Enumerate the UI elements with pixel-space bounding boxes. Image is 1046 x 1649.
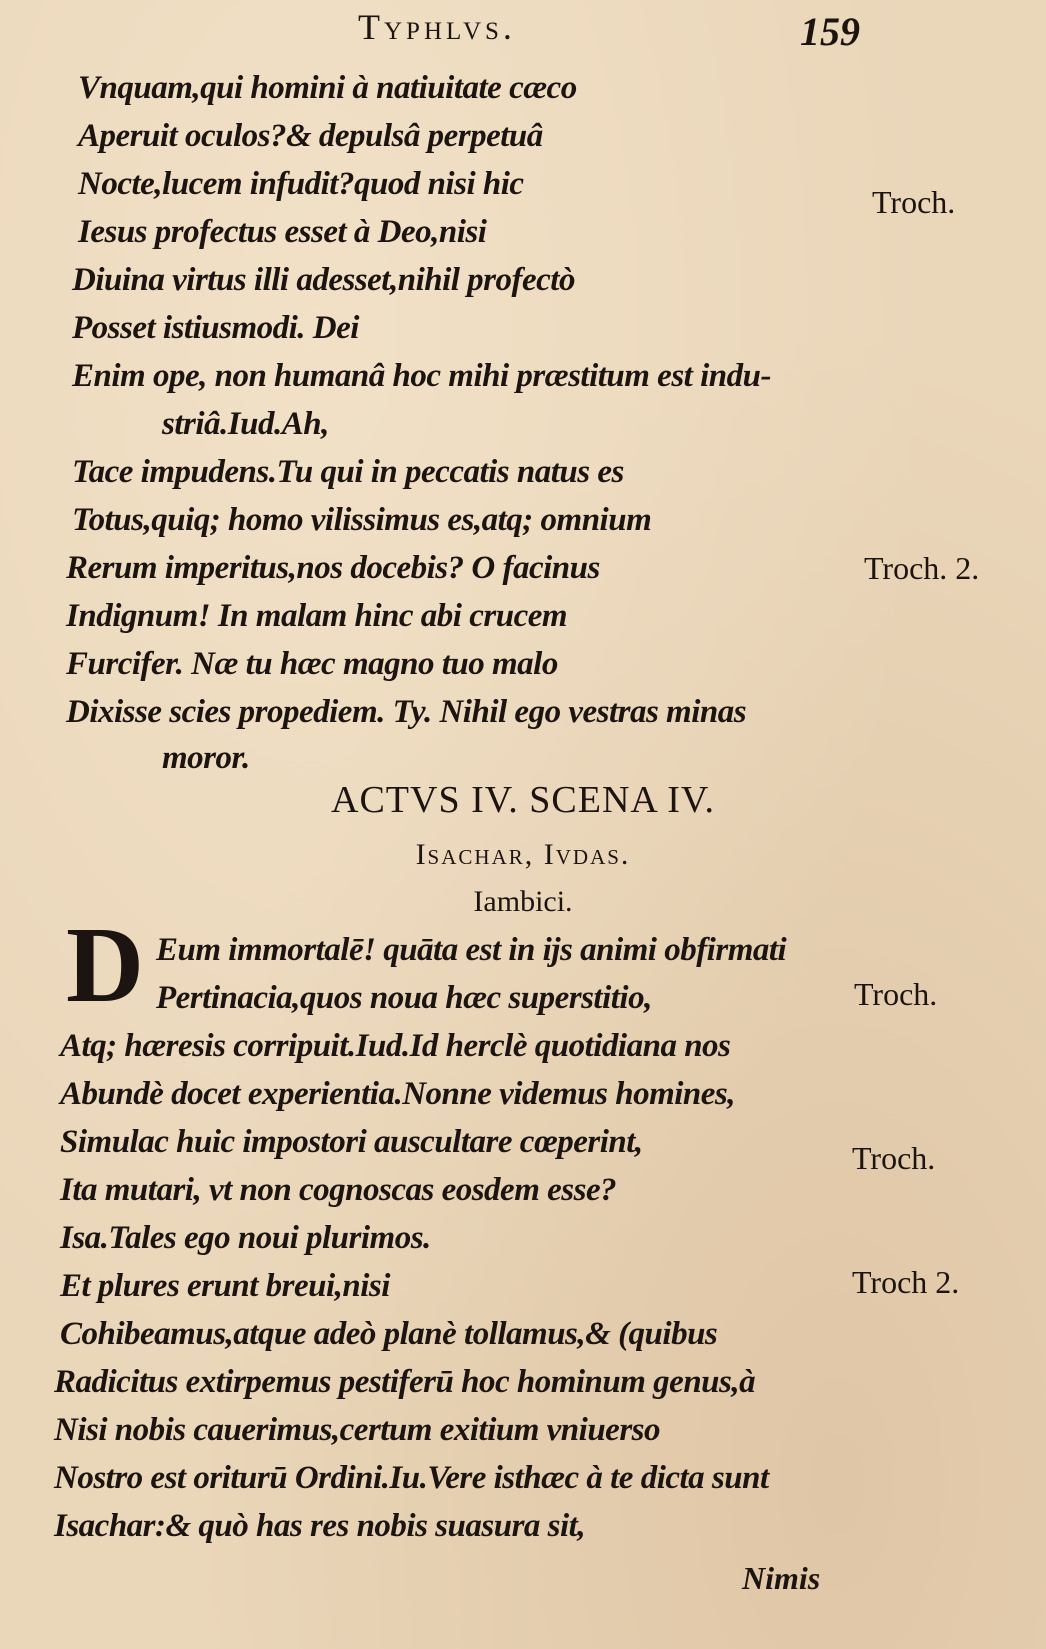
verse-line: Vnquam,qui homini à natiuitate cæco (78, 70, 577, 106)
verse-line: Isa.Tales ego noui plurimos. (60, 1220, 431, 1256)
verse-line: Enim ope, non humanâ hoc mihi præstitum est indu- (72, 358, 771, 394)
verse-line: Indignum! In malam hinc abi crucem (66, 598, 568, 634)
verse-line: Pertinacia,quos noua hæc superstitio, (156, 980, 652, 1016)
verse-line: Nostro est oriturū Ordini.Iu.Vere isthæc à te dicta sunt (54, 1460, 769, 1496)
verse-line: Ita mutari, vt non cognoscas eosdem esse? (60, 1172, 617, 1208)
verse-line: Tace impudens.Tu qui in peccatis natus es (72, 454, 624, 490)
scene-meter: Iambici. (473, 885, 573, 918)
verse-line: Atq; hæresis corripuit.Iud.Id herclè quotidiana nos (60, 1028, 731, 1064)
verse-line: striâ.Iud.Ah, (162, 406, 329, 442)
catchword: Nimis (742, 1560, 821, 1596)
verse-line: Nocte,lucem infudit?quod nisi hic (78, 166, 524, 202)
verse-line: Aperuit oculos?& depulsâ perpetuâ (78, 118, 543, 154)
verse-line: moror. (162, 740, 250, 776)
verse-line: Et plures erunt breui,nisi (60, 1268, 390, 1304)
margin-note: Troch. (872, 184, 956, 220)
page-number: 159 (800, 9, 860, 54)
verse-line: Abundè docet experientia.Nonne videmus homines, (60, 1076, 736, 1112)
verse-line: Totus,quiq; homo vilissimus es,atq; omnium (72, 502, 652, 538)
verse-line: Rerum imperitus,nos docebis? O facinus (66, 550, 600, 586)
drop-cap: D (66, 906, 144, 1025)
verse-line: Nisi nobis cauerimus,certum exitium vniuerso (54, 1412, 660, 1448)
scene-persons: Isachar, Ivdas. (415, 838, 631, 871)
margin-note: Troch. (852, 1140, 936, 1176)
verse-line: Cohibeamus,atque adeò planè tollamus,& (quibus (60, 1316, 718, 1352)
verse-line: Radicitus extirpemus pestiferū hoc hominum genus,à (54, 1364, 756, 1400)
verse-line: Eum immortalē! quāta est in ijs animi obfirmati (156, 932, 787, 968)
margin-note: Troch. 2. (864, 550, 980, 586)
verse-line: Diuina virtus illi adesset,nihil profectò (72, 262, 575, 298)
verse-line: Posset istiusmodi. Dei (72, 310, 359, 346)
verse-line: Dixisse scies propediem. Ty. Nihil ego vestras minas (66, 694, 747, 730)
margin-note: Troch. (854, 976, 938, 1012)
running-title: Typhlvs. (358, 7, 516, 47)
verse-line: Furcifer. Næ tu hæc magno tuo malo (66, 646, 558, 682)
verse-line: Simulac huic impostori auscultare cœperint, (60, 1124, 643, 1160)
scene-title: ACTVS IV. SCENA IV. (331, 779, 715, 821)
verse-line: Isachar:& quò has res nobis suasura sit, (54, 1508, 586, 1544)
margin-note: Troch 2. (852, 1264, 960, 1300)
verse-line: Iesus profectus esset à Deo,nisi (78, 214, 487, 250)
